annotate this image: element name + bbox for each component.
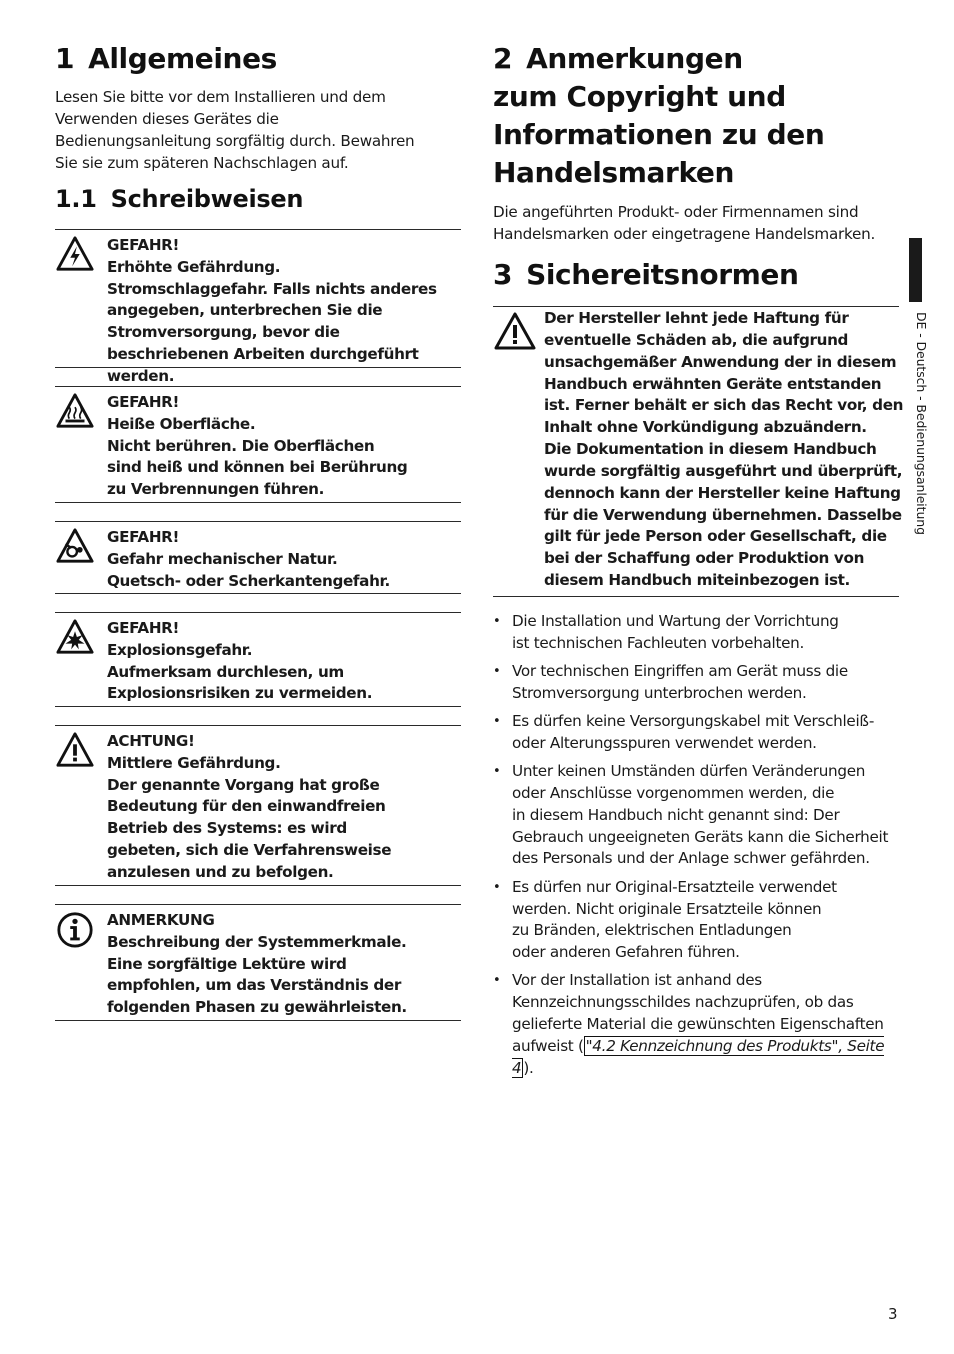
- section-2-title-line-3: Informationen zu den: [493, 118, 825, 151]
- cross-reference-link[interactable]: "4.2 Kennzeichnung des Produkts", Seite 4: [512, 1036, 885, 1077]
- side-language-label: DE - Deutsch - Bedienungsanleitung: [914, 312, 929, 535]
- subsection-title: Schreibweisen: [110, 185, 304, 213]
- liability-disclaimer: [493, 306, 904, 597]
- list-item: • Die Installation und Wartung der Vorrichtung ist technischen Fachleuten vorbehalten.: [493, 611, 899, 655]
- list-item-text: Vor der Installation ist anhand des Kennzeichnungsschildes nachzuprüfen, ob das gelieferte Material die gewünschten Eigenschaften aufweist (: [512, 971, 884, 1055]
- intro-paragraph: Lesen Sie bitte vor dem Installieren und dem Verwenden dieses Gerätes die Bedienungsanleitung sorgfältig durch. Bewahren Sie sie zum späteren Nachschlagen auf.: [55, 88, 415, 172]
- section-3-heading: [493, 256, 799, 294]
- subsection-number: 1.1: [55, 185, 97, 213]
- section-title: Sichereitsnormen: [526, 258, 799, 291]
- caution-icon: [494, 311, 536, 351]
- list-item: [493, 970, 899, 1079]
- list-item-text-end: ).: [523, 1058, 534, 1077]
- language-tab-marker: [909, 238, 922, 302]
- info-icon: [56, 910, 94, 948]
- explosion-hazard-icon: [56, 618, 94, 656]
- copyright-paragraph: Die angeführten Produkt- oder Firmennamen sind Handelsmarken oder eingetragene Handelsmarken.: [493, 203, 876, 243]
- warning-text: GEFAHR! Gefahr mechanischer Natur. Quetsch- oder Scherkantengefahr.: [107, 528, 390, 590]
- section-2-title-line-2: zum Copyright und: [493, 80, 786, 113]
- warning-mechanical: [55, 521, 461, 594]
- list-item: • Es dürfen nur Original-Ersatzteile verwendet werden. Nicht originale Ersatzteile können zu Bränden, elektrischen Entladungen oder anderen Gefahren führen.: [493, 877, 899, 964]
- list-item: • Vor technischen Eingriffen am Gerät muss die Stromversorgung unterbrochen werden.: [493, 661, 899, 705]
- section-1-heading: [55, 40, 277, 78]
- section-number: 2: [493, 42, 513, 75]
- disclaimer-text: Der Hersteller lehnt jede Haftung für eventuelle Schäden ab, die aufgrund unsachgemäßer Anwendung der in diesem Handbuch erwähnten Geräte entstanden ist. Ferner behält er sich das Recht vor, den Inhalt ohne Vorkündigung abzuändern. Die Dokumentation in diesem Handbuch wurde sorgfältig ausgeführt und überprüft, dennoch kann der Hersteller keine Haftung für die Verwendung übernehmen. Dasselbe gilt für jede Person oder Gesellschaft, die bei der Schaffung oder Produktion von diesem Handbuch miteinbezogen ist.: [544, 309, 904, 590]
- section-2-title-line-4: Handelsmarken: [493, 156, 735, 189]
- mechanical-hazard-icon: [56, 527, 94, 565]
- note-text: ANMERKUNG Beschreibung der Systemmerkmale. Eine sorgfältige Lektüre wird empfohlen, um das Verständnis der folgenden Phasen zu gewährleisten.: [107, 911, 407, 1017]
- warning-text: ACHTUNG! Mittlere Gefährdung. Der genannte Vorgang hat große Bedeutung für den einwandfreien Betrieb des Systems: es wird gebeten, sich die Verfahrensweise anzulesen und zu befolgen.: [107, 732, 392, 881]
- warning-hot-surface: [55, 386, 461, 503]
- warning-explosion: [55, 612, 461, 707]
- page-number: 3: [888, 1305, 898, 1323]
- warning-text: GEFAHR! Erhöhte Gefährdung. Stromschlaggefahr. Falls nichts anderes angegeben, unterbrechen Sie die Stromversorgung, bevor die beschriebenen Arbeiten durchgeführt werden.: [107, 236, 437, 385]
- list-item: • Es dürfen keine Versorgungskabel mit Verschleiß- oder Alterungsspuren verwendet werden.: [493, 711, 899, 755]
- section-number: 3: [493, 258, 513, 291]
- note-notice: [55, 904, 461, 1021]
- warning-text: GEFAHR! Heiße Oberfläche. Nicht berühren. Die Oberflächen sind heiß und können bei Berührung zu Verbrennungen führen.: [107, 393, 408, 499]
- section-2-title-line-1: 2 Anmerkungen: [493, 42, 743, 75]
- electric-hazard-icon: [56, 235, 94, 273]
- warning-electric: [55, 229, 461, 385]
- section-2-heading: [493, 40, 899, 192]
- subsection-1-1-heading: [55, 184, 303, 214]
- warning-text: GEFAHR! Explosionsgefahr. Aufmerksam durchlesen, um Explosionsrisiken zu vermeiden.: [107, 619, 373, 703]
- section-title: Allgemeines: [88, 42, 277, 75]
- hot-surface-icon: [56, 392, 94, 430]
- section-number: 1: [55, 42, 75, 75]
- list-item: • Unter keinen Umständen dürfen Veränderungen oder Anschlüsse vorgenommen werden, die in diesem Handbuch nicht genannt sind: Der Gebrauch ungeeigneten Geräts kann die Sicherheit des Personals und der Anlage schwer gefährden.: [493, 761, 899, 870]
- caution-icon: [56, 731, 94, 769]
- caution-notice: [55, 725, 461, 886]
- safety-list: [493, 611, 899, 1086]
